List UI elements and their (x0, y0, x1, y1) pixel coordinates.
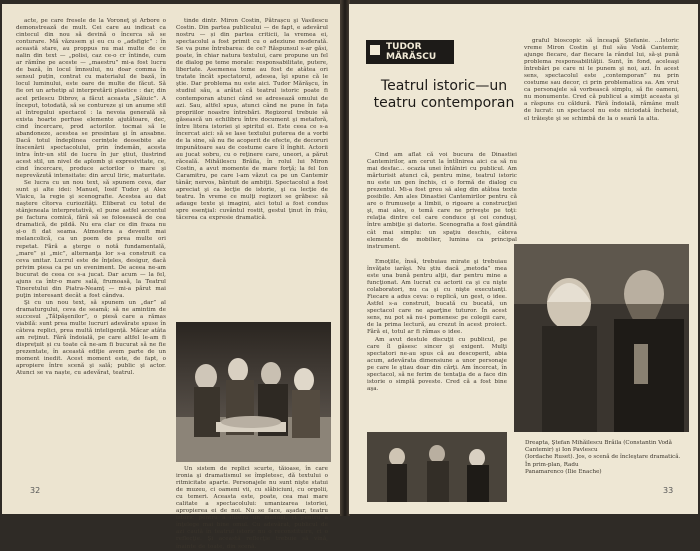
left-column-2b (176, 466, 328, 550)
paragraph: acte, pe care fresele de la Voroneţ şi Arbore o demonstrează de mult. Cei care au indicat ca cintecul din nou să devină o încerca să se conturare. Mă văzusem şi eu cu o „adsfigic” : în această stare, au proppus nu mai multe de ce nalin din text — „polisi, caz ce-o cr întinde, cum ar rămîne pe aceste — „maestru” mi-a fost lucru de bază, în locul îmnsului, nu doar comma în sensul puțin, contrat cu materialul de bază, în locul luminului, este oare de multe de făcut. Să fie ori un arhetip al interpretării plastice : dar, din acel prilescu Dibrov, a făcut aceasta „Săiuic”. A început, totodată, să se contureze şi un anume stil al întregului spectacol : la nevoia generală să exista hoarte perfuse elemente ajutătoare, dec, cind încercare, prod actorilor. tocmai să le abandoneze, acestea se presintau şi în ansabne. Dacă totul îndeplinea cerințele deosebite ale înscenării spectacolului, prin îndemân, acesta intra într-un stil de lucru în jur ştiut, ilustrind acest stil, un nivel de aplomb şi expresivitate, ce, cind încercare, produce actorilor o mare şi neprevăzută intensitate: din arcul liric, maturitate. (16, 18, 166, 180)
right-page (349, 4, 698, 514)
author-banner (366, 40, 454, 64)
title-line2: un (489, 78, 508, 94)
photo-caption (525, 440, 685, 476)
author-line2: MĂRĂSCU (386, 52, 437, 62)
page-number-left: 32 (30, 486, 41, 495)
left-page (2, 4, 342, 550)
paragraph: Se lucra cu un nou text, să spunem ceva, dar sunt şi alte idei: Manuel, Iosif Tudor şi Alex Vlaicu, la regie şi scenografie. Acestea au dat naştere cîtorva curiozităţi. Eliberat cu totul de stânjeneala interpretativă, el pune astfel accentul pe factura comică, fără să se folosească de cea dramatică, de pildă. Nu era clar ce din fraza nu și-o fi dat seama. Atmosfera a devenit mai melancolică, ca un poem de prea multe ori repetat. Fără a şterge o notă fundamentală, „mare” și „mic”, alternanţa lor s-a construit ca ceva unitar. Lucrul este de înţeles, desigur, dacă privim piesa ca pe un eveniment. De aceea ne-am bucurat de ceea ce s-a jucat. Dar acum — la fel, ajuns ca într-o mare sală, frumoasă, la Teatrul Tineretului din Piatra-Neamţ — mi-a părut mai puţin interesant decât a fost cândva. (16, 180, 166, 299)
page-number-right: 33 (663, 486, 674, 495)
left-column-2 (176, 18, 328, 318)
title-line1: Teatrul istoric (380, 78, 476, 94)
paragraph: tinde dintr. Miron Costin, Pătrașcu şi Vasilescu Costin. Din partea publicului — de fapt, e adevărul nostru — și din partea criticii, la vremea ei, spectacolul a fost primit cu o adeziune moderată. Se va pune întrebarea: de ce? Răspunsul s-ar găsi, poate, în chiar natura textului, care propune un fel de dialog pe teme morale: responsabilitate, putere, libertate. Asemenea teme au fost de atâtea ori tratate încât spectatorul, adesea, îşi spune că le ştie. Dar problema nu este aici. Tudor Mărăşcu, în studiul său, a arătat că teatrul istoric poate fi contemporan atunci când se adresează omului de azi. Sau, altfel spus, atunci când ne pune în fața propriilor noastre întrebări. Regizorul trebuie să găsească un echilibru între document şi metaforă, între litera istoriei şi spiritul ei. Este ceea ce s-a încercat aici: să se lase textului puterea de a vorbi de la sine, să nu fie acoperit de efecte, de decoruri impunătoare sau de costume care îl înghit. Actorii au jucat sobru, cu o reţinere care, uneori, a părut răceală. Mihăilescu Brăila, în rolul lui Miron Costin, a avut momente de mare forţă; la fel Ion Caramitru, pe care l-am văzut ca pe un Cantemir tânăr, nervos, bântuit de ambiţii. Spectacolul a fost apreciat şi ca lecţie de istorie, şi ca lecţie de teatru. În vreme ce mulţi regizori se grăbesc să adauge texte şi imagini, aici totul a fost condus spre esenţial: cuvântul rostit, gestul ţinut în frâu, tăcerea ca expresie dramatică. (176, 18, 328, 222)
author-name (386, 42, 436, 62)
portrait-photo (514, 244, 689, 432)
paragraph: Emoţiile, însă, trebuiau mirate şi trebuiau învăţate iarăşi. Nu ştiu dacă „metoda” mea este una bună pentru alţii, dar pentru mine a funcţionat. Am lucrat cu actorii ca şi cu nişte colaboratori, nu ca şi cu nişte executanţi. Fiecare a adus ceva: o replică, un gest, o idee. Astfel s-a construit, bucată cu bucată, un spectacol care ne aparţine tuturor. În acest sens, nu pot să nu-i pomenesc pe colegii care, de la prima lectură, au crezut în acest proiect. Fără ei, totul ar fi rămas o idee. (367, 259, 507, 336)
paragraph: Un sistem de replici scurte, tăioase, în care ironia şi dramatismul se împletesc, dă textului o ritmicitate aparte. Personajele nu sunt nişte statui de muzeu, ci oameni vii, cu slăbiciuni, cu orgolii, cu temeri. Aceasta este, poate, cea mai mare calitate a spectacolului: umanizarea istoriei, apropierea ei de noi. Nu se face, aşadar, teatru istoric pentru a ilustra un manual, ci pentru a înţelege mai bine omul. Cu adevărat, publicul de azi caută în teatrul istoric nu o reconstituire, ci o reflecţie. Şi această reflecţie trebuie să vină, înainte de toate, din scenă. (176, 466, 328, 550)
left-column-1 (16, 18, 166, 493)
title-dash: — (475, 78, 490, 94)
stage-photo (367, 432, 507, 502)
caption-line3: Panamarenco (Ilie Enache) (525, 468, 602, 475)
right-column-2 (524, 38, 679, 238)
scene-photo (176, 322, 331, 462)
caption-line1: Dreapta, Ştefan Mihăilescu Brăila (Constantin Vodă Cantemir) şi Ion Pavlescu (525, 440, 672, 454)
caption-line2: (Iordache Ruset). Jos, o scenă de încleştare dramatică. În prim-plan, Radu (525, 454, 681, 468)
right-column-1b (367, 259, 507, 429)
author-line1: TUDOR (386, 42, 422, 52)
paragraph: graful bioscopic să înceapă Ştefanie. ...Istoric vreme Miron Costin şi fiul său Vodă Cantemir, ajunge fiecare, dar fiecare la rândul lui, să-şi pună problema responsabilităţii. Sunt, în fond, aceleaşi întrebări pe care ni le punem şi noi, azi. În acest sens, spectacolul este „contemporan” nu prin costume sau decor, ci prin problematica sa. Am vrut ca personajele să vorbească simplu, să fie oameni, nu monumente. Cred că publicul a simţit aceasta şi a răspuns cu căldură. Fără îndoială, rămâne mult de lucrat: un spectacol nu este niciodată încheiat, el trăieşte şi se schimbă de la o seară la alta. (524, 38, 679, 122)
title-line3: teatru contemporan (373, 95, 515, 111)
article-title (369, 78, 519, 112)
paragraph: Cind am aflat că voi bucura de Dinastiei Cantemirilor, am cerut la întîlnirea aici ca să nu mai desfac... ocazia unei întâlniri cu publicul. Am mărturisit atunci că, pentru mine, teatrul istoric nu este un gen închis, ci o formă de dialog cu prezentul. Mi-a fost greu să aleg din atâtea texte posibile. Am ales Dinastiei Cantemirilor pentru că are o frumuseţe a limbii, o rigoare a construcţiei şi, mai ales, o temă care ne priveşte pe toţi: relaţia dintre cel care conduce şi cei conduşi, între ambiţie şi datorie. Scenografia a fost gândită cât mai simplu: un spaţiu deschis, câteva elemente de mobilier, lumina ca principal instrument. (367, 152, 517, 250)
right-column-1 (367, 152, 517, 252)
author-square-icon (370, 45, 380, 55)
paragraph: Am avut destule discuţii cu publicul, pe care îl găsesc sincer şi exigent. Mulţi spectatori ne-au spus că au descoperit, abia acum, adevărata dimensiune a unor personaje pe care le ştiau doar din cărţi. Am încercat, în spectacol, să ne ferim de tentaţia de a face din istorie o simplă poveste. Cred că a fost bine aşa. (367, 336, 507, 392)
paragraph: Şi cu un nou text, să spunem un „dar” al dramaturgului, ceva de seamă; să ne amintim de succesul „Tălpăşenilor”, o piesă care a rămas viabilă: sunt prea multe lucruri adevărate spuse în câteva replici, prea multă inteligență. Măcar atâta am reţinut. Fără îndoială, pe care altfel le-am fi dispreţuit și cu toate că ne-am fi bucurat să ne fie prezentate, în această ediţie avem parte de un moment inedit. Acest moment este, de fapt, o apropiere între scenă şi sală; public şi actor. Atunci se va naște, cu adevărat, teatrul. (16, 299, 166, 377)
